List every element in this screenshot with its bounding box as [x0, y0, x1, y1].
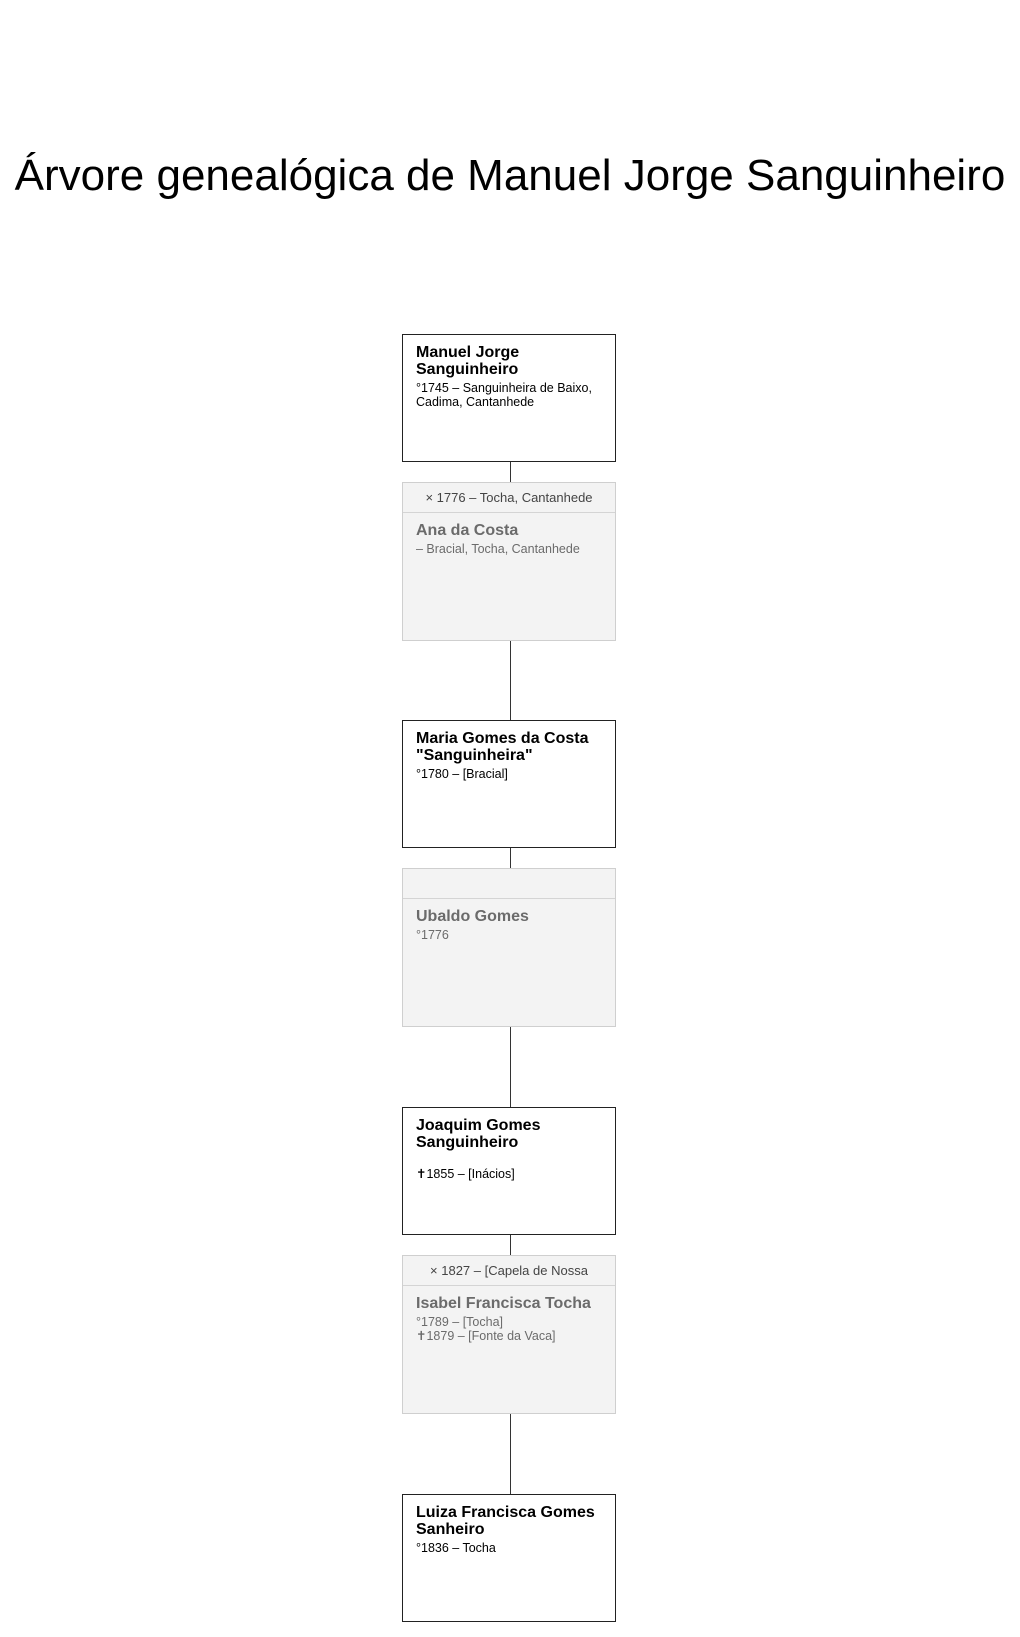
person-name: Manuel Jorge Sanguinheiro — [416, 344, 520, 378]
person-death: ✝1879 – [Fonte da Vaca] — [416, 1329, 556, 1343]
person-card[interactable] — [402, 334, 616, 462]
person-name: Isabel Francisca Tocha — [416, 1295, 591, 1312]
connector-line — [510, 848, 511, 868]
connector-line — [510, 462, 511, 482]
person-name: Joaquim Gomes Sanguinheiro — [416, 1117, 541, 1151]
person-name: Maria Gomes da Costa "Sanguinheira" — [416, 730, 589, 764]
spouse-card[interactable] — [402, 482, 616, 641]
person-card[interactable] — [402, 1107, 616, 1235]
marriage-info — [403, 869, 615, 899]
spouse-card[interactable] — [402, 1255, 616, 1414]
person-birth: °1745 – Sanguinheira de Baixo, Cadima, Cantanhede — [416, 381, 592, 409]
person-card[interactable] — [402, 1494, 616, 1622]
person-birth: °1836 – Tocha — [416, 1541, 496, 1555]
marriage-info: × 1776 – Tocha, Cantanhede — [403, 483, 615, 513]
connector-line — [510, 640, 511, 720]
person-name: Ubaldo Gomes — [416, 908, 529, 925]
person-birth: °1776 — [416, 928, 449, 942]
person-card[interactable] — [402, 720, 616, 848]
connector-line — [510, 1027, 511, 1107]
person-name: Luiza Francisca Gomes Sanheiro — [416, 1504, 595, 1538]
spouse-card[interactable] — [402, 868, 616, 1027]
person-birth: °1780 – [Bracial] — [416, 767, 508, 781]
connector-line — [510, 1235, 511, 1255]
person-place: – Bracial, Tocha, Cantanhede — [416, 542, 580, 556]
marriage-info: × 1827 – [Capela de Nossa — [403, 1256, 615, 1286]
person-name: Ana da Costa — [416, 522, 519, 539]
person-birth: °1789 – [Tocha] — [416, 1315, 504, 1329]
connector-line — [510, 1414, 511, 1494]
person-death: ✝1855 – [Inácios] — [416, 1167, 515, 1181]
page-title: Árvore genealógica de Manuel Jorge Sanguinheiro — [14, 151, 1006, 200]
